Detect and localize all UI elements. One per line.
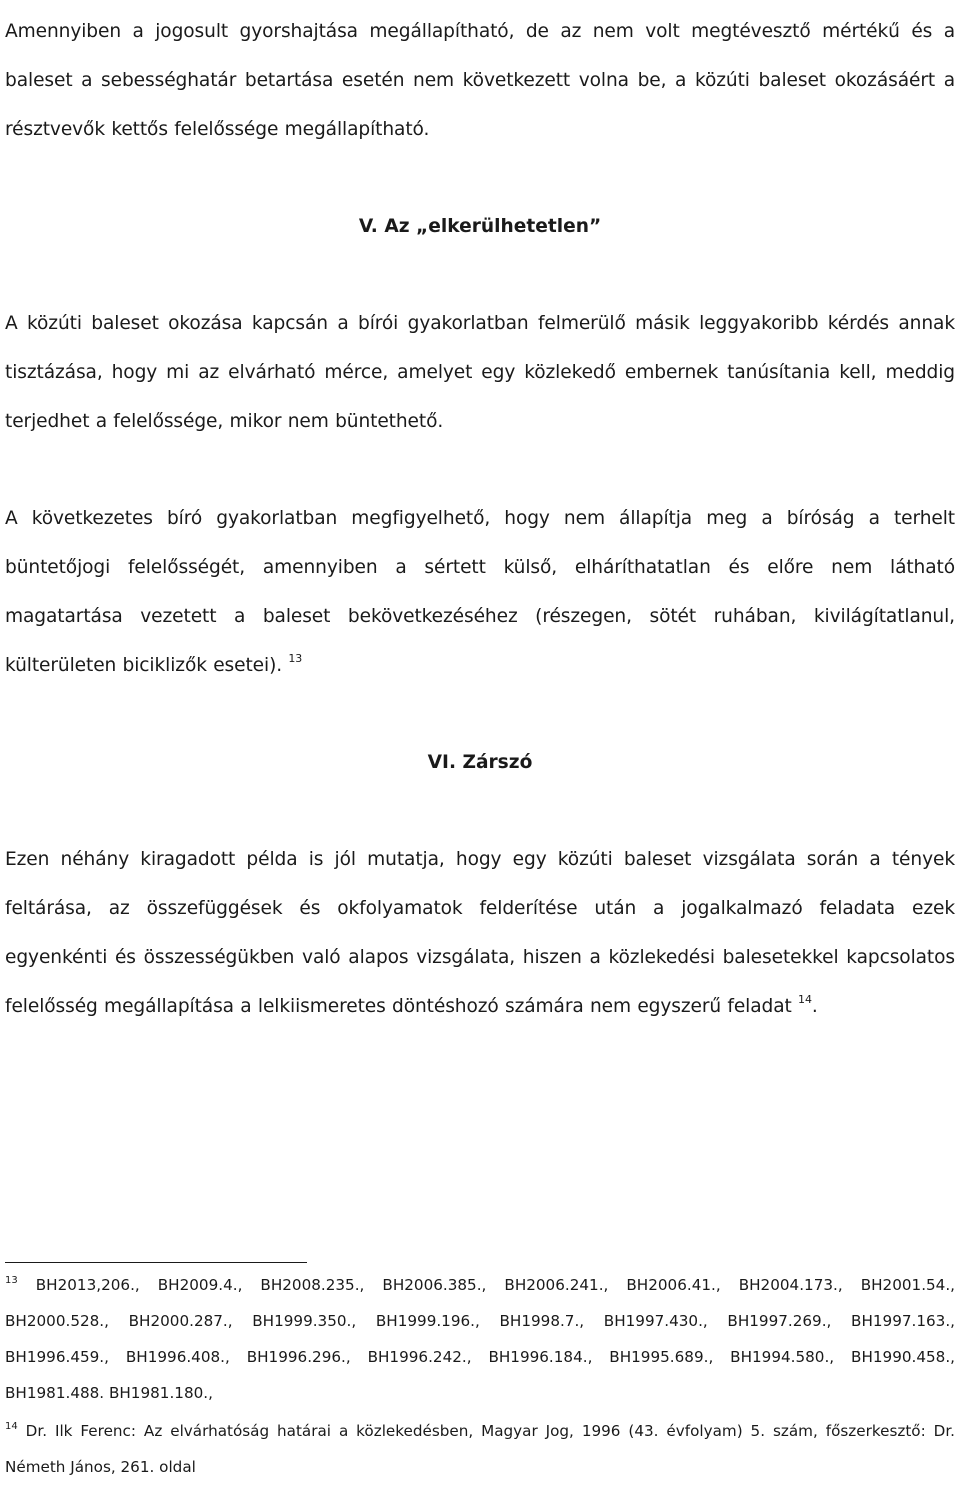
footnotes (5, 1267, 955, 1485)
footnote-number-14: 14 (5, 1421, 18, 1432)
document-page (5, 0, 955, 1031)
paragraph-intro-text: Amennyiben a jogosult gyorshajtása megállapítható, de az nem volt megtévesztő mértékű és a baleset a sebességhatár betartása esetén nem következett volna be, a közúti baleset okozásáért a résztvevők kettős felelőssége megállapítható. (5, 21, 955, 140)
footnote-13-text: BH2013,206., BH2009.4., BH2008.235., BH2006.385., BH2006.241., BH2006.41., BH2004.173., BH2001.54., BH2000.528., BH2000.287., BH1999.350., BH1999.196., BH1998.7., BH1997.430., BH1997.269., BH1997.163., BH1996.459., BH1996.408., BH1996.296., BH1996.242., BH1996.184., BH1995.689., BH1994.580., BH1990.458., BH1981.488. BH1981.180., (5, 1276, 955, 1402)
footnote-ref-13[interactable]: 13 (288, 652, 303, 665)
footnote-13 (5, 1267, 955, 1411)
section-heading-v: V. Az „elkerülhetetlen” (358, 216, 602, 237)
footnote-separator (5, 1262, 307, 1263)
footnote-number-13: 13 (5, 1275, 18, 1286)
paragraph-conclusion (5, 835, 955, 1031)
paragraph-intro (5, 7, 955, 154)
paragraph-question (5, 299, 955, 446)
section-heading-vi: VI. Zárszó (427, 752, 533, 773)
footnote-14 (5, 1413, 955, 1485)
paragraph-practice (5, 494, 955, 690)
paragraph-practice-text: A következetes bíró gyakorlatban megfigyelhető, hogy nem állapítja meg a bíróság a terhelt büntetőjogi felelősségét, amennyiben a sértett külső, elháríthatatlan és előre nem látható magatartása vezetett a baleset bekövetkezéséhez (részegen, sötét ruhában, kivilágítatlanul, külterületen biciklizők esetei). (5, 508, 955, 676)
paragraph-conclusion-end: . (811, 996, 818, 1017)
footnote-14-text: Dr. Ilk Ferenc: Az elvárhatóság határai a közlekedésben, Magyar Jog, 1996 (43. évfolyam) 5. szám, főszerkesztő: Dr. Németh János, 261. oldal (5, 1422, 955, 1476)
paragraph-conclusion-text: Ezen néhány kiragadott példa is jól mutatja, hogy egy közúti baleset vizsgálata során a tények feltárása, az összefüggések és okfolyamatok felderítése után a jogalkalmazó feladata ezek egyenkénti és összességükben való alapos vizsgálata, hiszen a közlekedési balesetekkel kapcsolatos felelősség megállapítása a lelkiismeretes döntéshozó számára nem egyszerű feladat (5, 849, 955, 1017)
paragraph-question-text: A közúti baleset okozása kapcsán a bírói gyakorlatban felmerülő másik leggyakoribb kérdés annak tisztázása, hogy mi az elvárható mérce, amelyet egy közlekedő embernek tanúsítania kell, meddig terjedhet a felelőssége, mikor nem büntethető. (5, 313, 955, 432)
footnote-ref-14[interactable]: 14 (798, 993, 812, 1006)
